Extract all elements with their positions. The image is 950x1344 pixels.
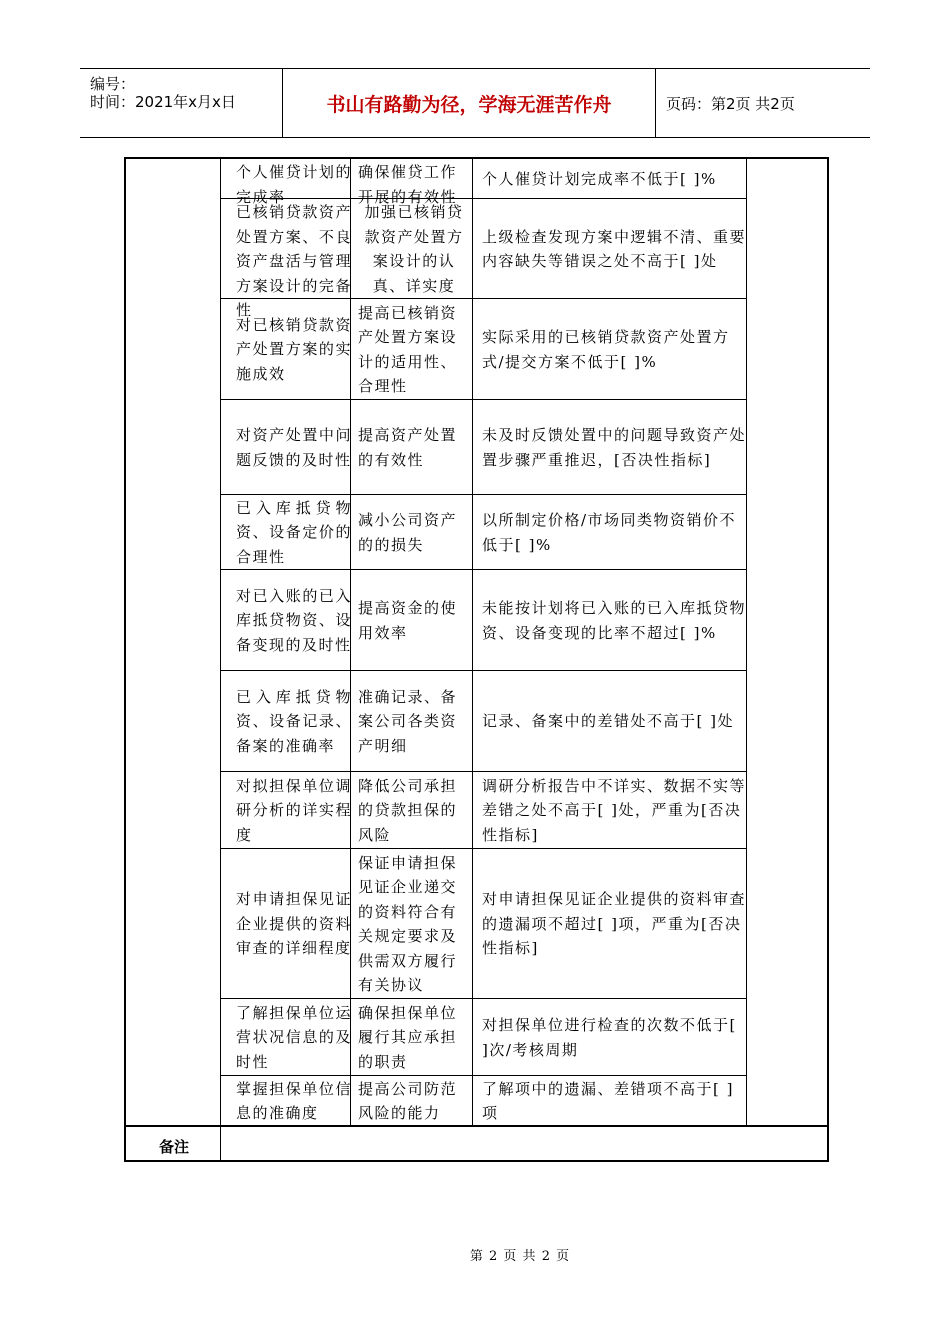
page-footer: 第 2 页 共 2 页 — [469, 1249, 571, 1264]
table-row-4-item: 对资产处置中问题反馈的及时性 — [236, 426, 352, 469]
table-row-6-standard: 未能按计划将已入账的已入库抵贷物资、设备变现的比率不超过[ ]% — [482, 599, 747, 642]
table-row-9-purpose: 保证申请担保见证企业递交的资料符合有关规定要求及供需双方履行有关协议 — [358, 853, 458, 994]
table-row-1-item: 个人催贷计划的完成率 — [236, 163, 352, 206]
table-row-2-item: 已核销贷款资产处置方案、不良资产盘活与管理方案设计的完备性 — [236, 203, 352, 319]
table-row-3-standard: 实际采用的已核销贷款资产处置方式/提交方案不低于[ ]% — [482, 328, 730, 371]
table-row-10-item: 了解担保单位运营状况信息的及时性 — [236, 1003, 352, 1071]
header-meta — [80, 69, 282, 137]
table-row-9-item: 对申请担保见证企业提供的资料审查的详细程度 — [236, 890, 352, 958]
table-row-5-purpose: 减小公司资产的的损失 — [358, 511, 458, 554]
table-row-11-item: 掌握担保单位信息的准确度 — [236, 1079, 352, 1122]
table-row-3-item: 对已核销贷款资产处置方案的实施成效 — [236, 315, 352, 383]
table-row-4-purpose: 提高资产处置的有效性 — [358, 426, 458, 469]
table-row-1-standard: 个人催贷计划完成率不低于[ ]% — [482, 169, 717, 188]
table-row-8-standard: 调研分析报告中不详实、数据不实等差错之处不高于[ ]处，严重为[否决性指标] — [482, 776, 747, 844]
table-row-6-item: 对已入账的已入库抵贷物资、设备变现的及时性 — [236, 586, 352, 654]
table-row-5-standard: 以所制定价格/市场同类物资销价不低于[ ]% — [482, 511, 737, 554]
evaluation-table — [124, 157, 829, 1162]
table-row-2-standard: 上级检查发现方案中逻辑不清、重要内容缺失等错误之处不高于[ ]处 — [482, 227, 747, 270]
document-date: 时间：2021年x月x日 — [90, 93, 236, 111]
table-row-7-item: 已入库抵贷物资、设备记录、备案的准确率 — [236, 687, 352, 755]
remark-label: 备注 — [158, 1138, 189, 1156]
document-number-label: 编号： — [90, 75, 136, 93]
table-row-2-purpose: 加强已核销贷款资产处置方案设计的认真、详实度 — [364, 203, 464, 295]
page-header — [80, 68, 870, 138]
table-row-10-purpose: 确保担保单位履行其应承担的职责 — [358, 1003, 458, 1071]
table-row-9-standard: 对申请担保见证企业提供的资料审查的遗漏项不超过[ ]项，严重为[否决性指标] — [482, 890, 747, 958]
table-row-7-standard: 记录、备案中的差错处不高于[ ]处 — [482, 712, 734, 731]
header-page-info: 页码：第2页 共2页 — [666, 94, 795, 113]
table-row-8-item: 对拟担保单位调研分析的详实程度 — [236, 776, 352, 844]
table-row-11-standard: 了解项中的遗漏、差错项不高于[ ]项 — [482, 1079, 734, 1122]
table-row-6-purpose: 提高资金的使用效率 — [358, 599, 458, 642]
column-divider — [472, 159, 473, 1125]
table-row-10-standard: 对担保单位进行检查的次数不低于[ ]次/考核周期 — [482, 1016, 737, 1059]
table-row-3-purpose: 提高已核销资产处置方案设计的适用性、合理性 — [358, 303, 458, 395]
table-row-1-purpose: 确保催贷工作开展的有效性 — [358, 163, 458, 206]
table-row-4-standard: 未及时反馈处置中的问题导致资产处置步骤严重推迟，[否决性指标] — [482, 426, 747, 469]
table-row-5-item: 已入库抵贷物资、设备定价的合理性 — [236, 498, 352, 566]
table-row-8-purpose: 降低公司承担的贷款担保的风险 — [358, 776, 458, 844]
column-divider — [220, 159, 221, 1160]
column-divider — [746, 159, 747, 1125]
table-row-11-purpose: 提高公司防范风险的能力 — [358, 1079, 458, 1122]
table-row-7-purpose: 准确记录、备案公司各类资产明细 — [358, 687, 458, 755]
header-motto: 书山有路勤为径，学海无涯苦作舟 — [282, 69, 656, 137]
